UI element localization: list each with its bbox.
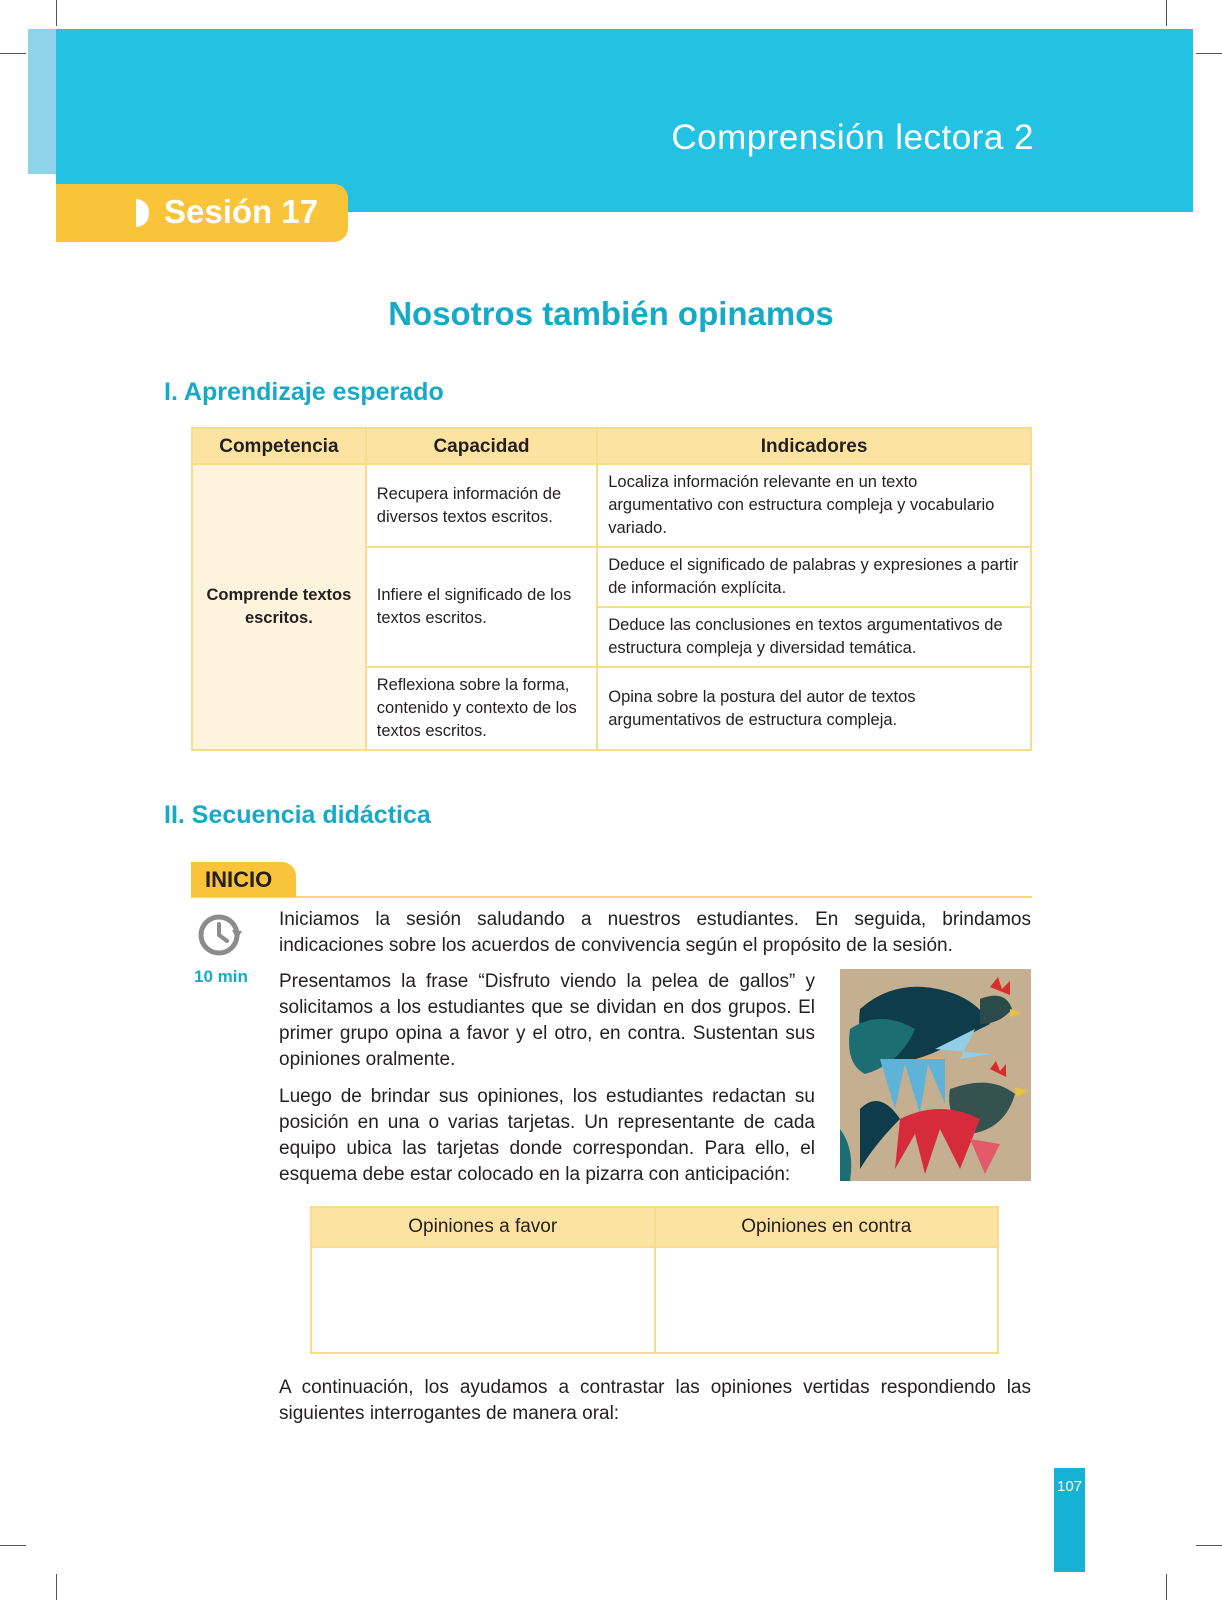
time-label: 10 min	[194, 967, 248, 986]
crop-mark	[56, 1574, 57, 1600]
roosters-illustration	[840, 969, 1031, 1181]
column-header: Capacidad	[366, 428, 597, 464]
crop-mark	[0, 1545, 26, 1546]
indicador-cell: Deduce el significado de palabras y expresiones a partir de información explícita.	[597, 547, 1031, 607]
session-label: Sesión 17	[164, 193, 319, 230]
paragraph: Luego de brindar sus opiniones, los estudiantes redactan su posición en una o varias tarjetas. Un representante de cada equipo ubica las tarjetas donde correspondan. Para ello, el esquema debe estar colocado en la pizarra con anticipación:	[279, 1086, 815, 1185]
section-heading-aprendizaje: I. Aprendizaje esperado	[164, 378, 444, 406]
indicador-cell: Opina sobre la postura del autor de textos argumentativos de estructura compleja.	[597, 667, 1031, 750]
series-title: Comprensión lectora 2	[671, 118, 1034, 157]
opinions-table	[310, 1206, 999, 1354]
indicador-cell: Deduce las conclusiones en textos argumentativos de estructura compleja y diversidad temática.	[597, 607, 1031, 667]
opinions-favor-cell	[311, 1247, 655, 1353]
clock-icon	[196, 910, 246, 960]
column-header: Competencia	[192, 428, 366, 464]
section-heading-secuencia: II. Secuencia didáctica	[164, 801, 431, 829]
opinions-empty-row	[311, 1247, 998, 1353]
column-header: Opiniones en contra	[655, 1207, 999, 1247]
indicador-cell: Localiza información relevante en un texto argumentativo con estructura compleja y vocabulario variado.	[597, 464, 1031, 547]
paragraph: Presentamos la frase “Disfruto viendo la pelea de gallos” y solicitamos a los estudiantes que se dividan en dos grupos. El primer grupo opina a favor y el otro, en contra. Sustentan sus opiniones oralmente.	[279, 971, 815, 1070]
page-number: 107	[1056, 1478, 1083, 1495]
paragraph: A continuación, los ayudamos a contrastar las opiniones vertidas respondiendo las siguientes interrogantes de manera oral:	[279, 1377, 1031, 1424]
opinions-header-row	[311, 1207, 998, 1247]
competencia-cell: Comprende textos escritos.	[192, 464, 366, 750]
table-row	[192, 464, 1031, 547]
crop-mark	[1166, 1574, 1167, 1600]
crop-mark	[56, 0, 57, 26]
inicio-divider	[191, 896, 1032, 898]
learning-table-header-row	[192, 428, 1031, 464]
inicio-label: INICIO	[191, 862, 296, 897]
crop-mark	[1196, 1545, 1222, 1546]
crop-mark	[1196, 53, 1222, 54]
learning-table	[191, 427, 1032, 751]
crop-mark	[0, 53, 26, 54]
paragraph: Iniciamos la sesión saludando a nuestros estudiantes. En seguida, brindamos indicaciones sobre los acuerdos de convivencia según el propósito de la sesión.	[279, 909, 1031, 956]
capacidad-cell: Recupera información de diversos textos escritos.	[366, 464, 597, 547]
opinions-contra-cell	[655, 1247, 999, 1353]
page-title: Nosotros también opinamos	[388, 295, 834, 332]
capacidad-cell: Infiere el significado de los textos escritos.	[366, 547, 597, 667]
column-header: Indicadores	[597, 428, 1031, 464]
crop-mark	[1166, 0, 1167, 26]
header-stripe	[28, 29, 56, 174]
column-header: Opiniones a favor	[311, 1207, 655, 1247]
capacidad-cell: Reflexiona sobre la forma, contenido y contexto de los textos escritos.	[366, 667, 597, 750]
